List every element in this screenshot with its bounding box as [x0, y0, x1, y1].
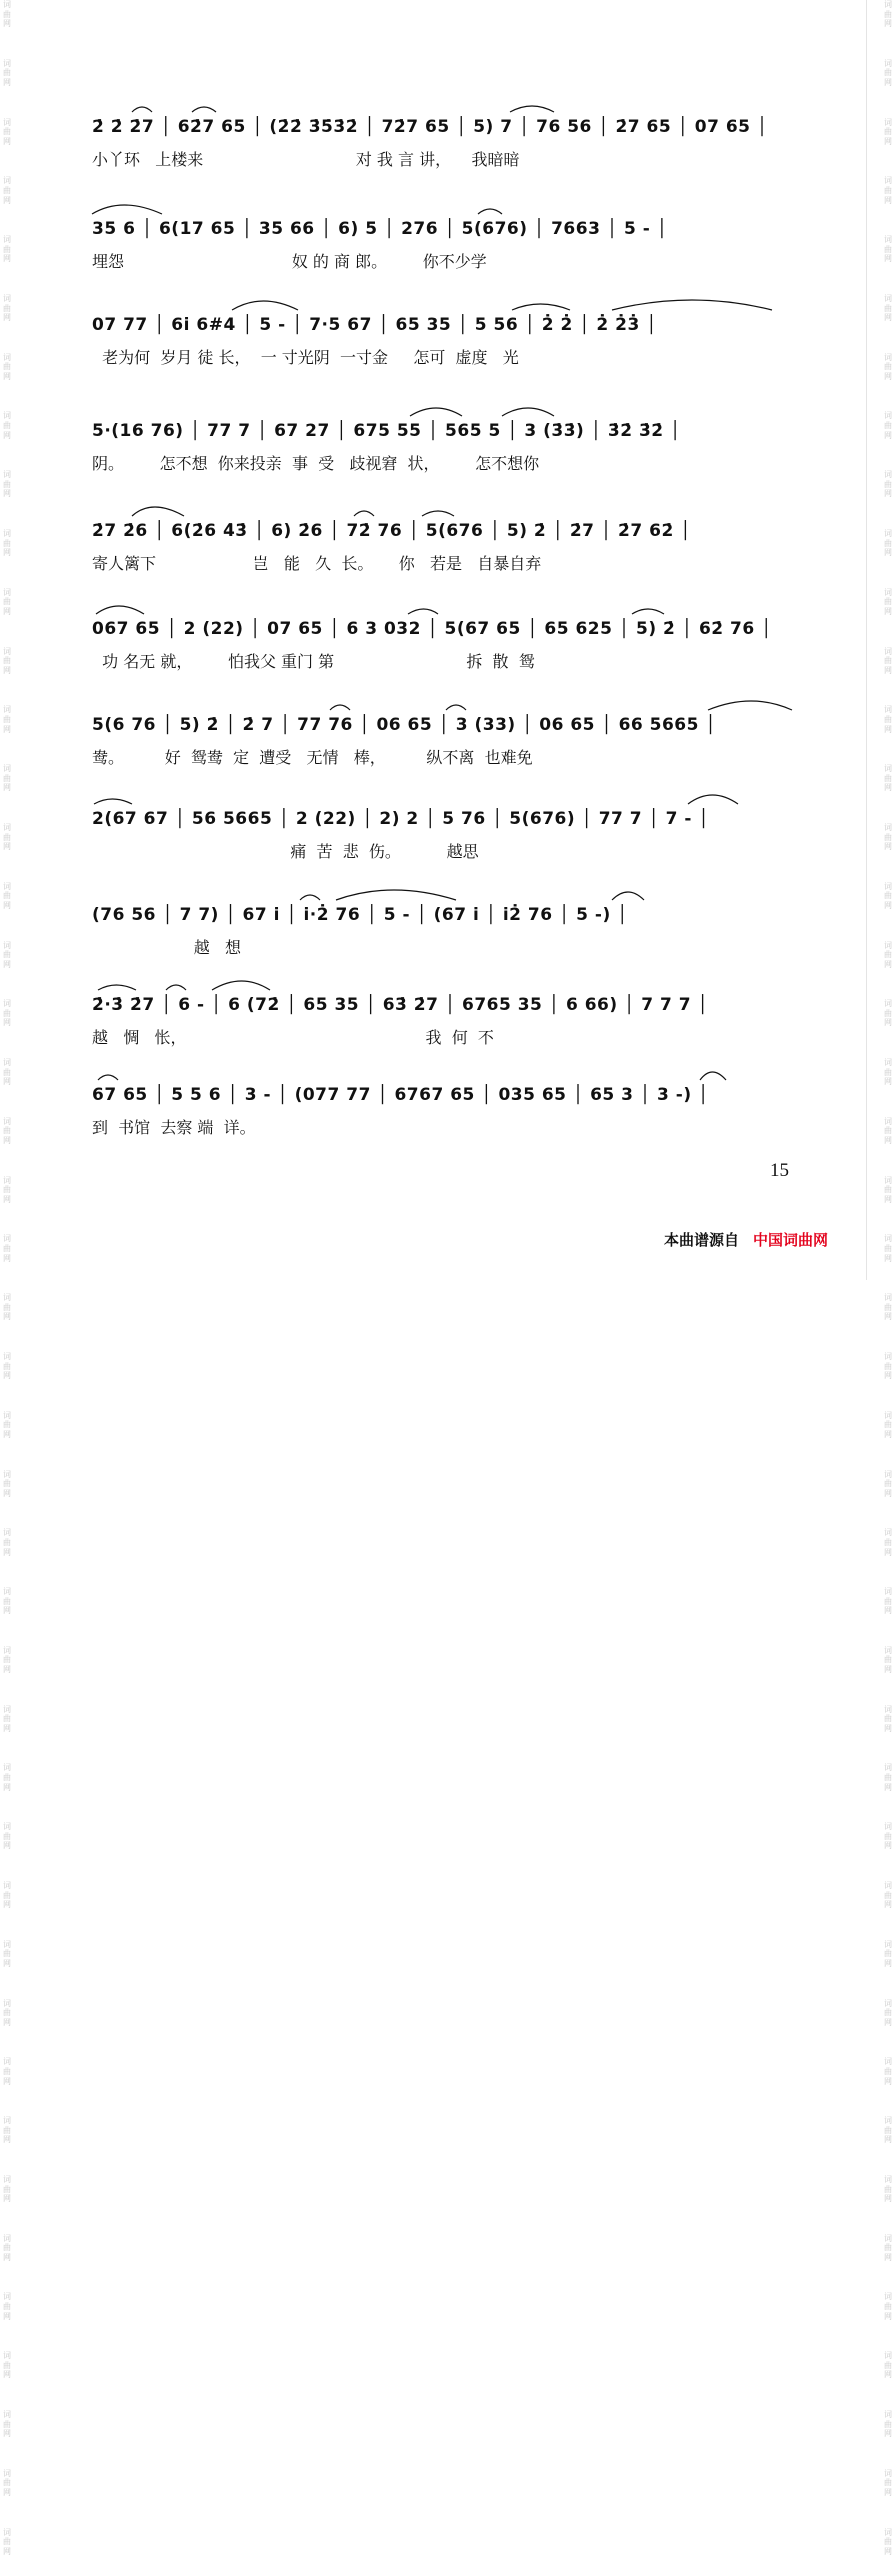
lyrics-line: 功 名无 就， 怕我父 重门 第 拆 散 鸳	[92, 652, 535, 671]
watermark-glyph: 网	[3, 19, 11, 29]
watermark-glyph: 网	[884, 1429, 892, 1439]
watermark-glyph: 网	[3, 77, 11, 87]
watermark-glyph: 词	[3, 1058, 11, 1068]
watermark-glyph: 曲	[884, 185, 892, 195]
watermark-glyph: 曲	[3, 2066, 11, 2076]
watermark-glyph: 曲	[3, 1655, 11, 1665]
watermark-glyph: 网	[3, 959, 11, 969]
watermark-glyph: 曲	[884, 1185, 892, 1195]
watermark-glyph: 词	[3, 822, 11, 832]
watermark-glyph: 曲	[3, 421, 11, 431]
watermark-glyph: 曲	[884, 127, 892, 137]
watermark-glyph: 曲	[884, 950, 892, 960]
watermark-glyph: 网	[884, 2311, 892, 2321]
notation-line: 67 65 │ 5 5 6 │ 3 - │ (077 77 │ 6767 65 │ 035 65 │ 65 3 │ 3 -) │	[92, 1085, 709, 1105]
watermark-glyph: 网	[884, 900, 892, 910]
watermark-glyph: 词	[3, 1704, 11, 1714]
watermark-glyph: 网	[884, 2252, 892, 2262]
watermark-glyph: 网	[884, 1665, 892, 1675]
watermark-glyph: 词	[884, 411, 892, 421]
watermark-glyph: 网	[884, 783, 892, 793]
watermark-glyph: 曲	[3, 1479, 11, 1489]
lyrics-line: 越 惆 怅， 我 何 不	[92, 1028, 494, 1047]
watermark-glyph: 曲	[3, 1537, 11, 1547]
site-link[interactable]: 中国词曲网	[753, 1231, 829, 1249]
watermark-glyph: 网	[3, 1723, 11, 1733]
watermark-glyph: 曲	[884, 1831, 892, 1841]
watermark-glyph: 网	[884, 77, 892, 87]
lyrics-line: 小丫环 上楼来 对 我 言 讲， 我暗暗	[92, 150, 520, 169]
watermark-glyph: 词	[884, 2292, 892, 2302]
watermark-glyph: 曲	[3, 714, 11, 724]
watermark-glyph: 曲	[884, 1479, 892, 1489]
watermark-glyph: 词	[3, 352, 11, 362]
watermark-glyph: 网	[3, 371, 11, 381]
watermark-strip-right	[881, 0, 895, 2556]
watermark-glyph: 词	[3, 2410, 11, 2420]
notation-line: 2̇ 2̇ 2̇7 │ 62̇7 65 │ (2̇2̇ 3̇5̇3̇2̇ │ 72̇7 65 │ 5) 7 │ 76 56 │ 2̇7 65 │ 07 65 │	[92, 117, 768, 137]
watermark-glyph: 曲	[884, 597, 892, 607]
watermark-glyph: 曲	[884, 832, 892, 842]
watermark-strip-left	[0, 0, 14, 2556]
watermark-glyph: 曲	[3, 773, 11, 783]
watermark-glyph: 网	[3, 2546, 11, 2556]
watermark-glyph: 词	[3, 1939, 11, 1949]
watermark-glyph: 曲	[884, 714, 892, 724]
watermark-glyph: 网	[884, 1841, 892, 1851]
margin-rule	[866, 0, 867, 1280]
watermark-glyph: 网	[3, 1371, 11, 1381]
watermark-glyph: 网	[884, 136, 892, 146]
watermark-glyph: 词	[884, 764, 892, 774]
notation-line: 07 77 │ 6i 6#4 │ 5 - │ 7·5 67 │ 65 35 │ 5 56 │ 2̇ 2̇ │ 2̇ 2̇3̇ │	[92, 315, 657, 335]
watermark-glyph: 词	[884, 235, 892, 245]
watermark-glyph: 网	[884, 1782, 892, 1792]
watermark-glyph: 曲	[3, 2125, 11, 2135]
watermark-glyph: 曲	[884, 1302, 892, 1312]
watermark-glyph: 网	[3, 2017, 11, 2027]
watermark-glyph: 曲	[3, 1302, 11, 1312]
watermark-glyph: 网	[884, 1194, 892, 1204]
watermark-glyph: 词	[3, 1293, 11, 1303]
watermark-glyph: 网	[3, 2252, 11, 2262]
watermark-glyph: 曲	[884, 1126, 892, 1136]
watermark-glyph: 网	[3, 1606, 11, 1616]
watermark-glyph: 网	[3, 2429, 11, 2439]
watermark-glyph: 曲	[884, 303, 892, 313]
watermark-glyph: 词	[3, 1587, 11, 1597]
watermark-glyph: 网	[3, 724, 11, 734]
watermark-glyph: 曲	[884, 2478, 892, 2488]
watermark-glyph: 网	[3, 900, 11, 910]
watermark-glyph: 词	[3, 764, 11, 774]
watermark-glyph: 网	[3, 430, 11, 440]
watermark-glyph: 网	[3, 1488, 11, 1498]
watermark-glyph: 网	[884, 19, 892, 29]
watermark-glyph: 词	[3, 1116, 11, 1126]
watermark-glyph: 词	[3, 411, 11, 421]
watermark-glyph: 曲	[884, 656, 892, 666]
watermark-glyph: 词	[884, 2174, 892, 2184]
watermark-glyph: 曲	[884, 2360, 892, 2370]
watermark-glyph: 网	[884, 1253, 892, 1263]
watermark-glyph: 曲	[3, 832, 11, 842]
notation-line: (76 56 │ 7 7) │ 67 i │ i·2̇ 76 │ 5 - │ (67 i │ i2̇ 76 │ 5 -) │	[92, 905, 628, 925]
watermark-glyph: 曲	[3, 538, 11, 548]
watermark-glyph: 网	[3, 1782, 11, 1792]
watermark-glyph: 曲	[884, 891, 892, 901]
watermark-glyph: 词	[884, 940, 892, 950]
watermark-glyph: 词	[884, 1939, 892, 1949]
watermark-glyph: 曲	[3, 656, 11, 666]
watermark-glyph: 曲	[3, 2243, 11, 2253]
watermark-glyph: 词	[3, 2527, 11, 2537]
watermark-glyph: 曲	[884, 2008, 892, 2018]
watermark-glyph: 网	[884, 1488, 892, 1498]
watermark-glyph: 网	[3, 195, 11, 205]
watermark-glyph: 词	[3, 705, 11, 715]
watermark-glyph: 词	[884, 822, 892, 832]
watermark-glyph: 曲	[884, 244, 892, 254]
watermark-glyph: 曲	[884, 2537, 892, 2547]
watermark-glyph: 曲	[884, 9, 892, 19]
watermark-glyph: 网	[3, 1841, 11, 1851]
watermark-glyph: 词	[3, 881, 11, 891]
watermark-glyph: 词	[3, 117, 11, 127]
watermark-glyph: 曲	[884, 2184, 892, 2194]
watermark-glyph: 曲	[3, 2302, 11, 2312]
watermark-glyph: 曲	[3, 1361, 11, 1371]
watermark-glyph: 网	[884, 371, 892, 381]
watermark-glyph: 词	[3, 646, 11, 656]
watermark-glyph: 词	[884, 1351, 892, 1361]
lyrics-line: 鸯。 好 鸳鸯 定 遭受 无情 棒， 纵不离 也难免	[92, 748, 533, 767]
watermark-glyph: 曲	[3, 2360, 11, 2370]
watermark-glyph: 曲	[3, 185, 11, 195]
lyrics-line: 痛 苦 悲 伤。 越思	[92, 842, 479, 861]
watermark-glyph: 词	[884, 2057, 892, 2067]
watermark-glyph: 网	[3, 1136, 11, 1146]
watermark-glyph: 词	[3, 176, 11, 186]
notation-line: 067 65 │ 2 (22) │ 07 65 │ 6 3 032 │ 5(67 65 │ 65 625 │ 5) 2̇ │ 62̇ 76 │	[92, 619, 772, 639]
notation-line: 5·(16 76) │ 77 7 │ 67 27 │ 675 55 │ 565 5 │ 3 (3̇3̇) │ 3̇2̇ 3̇2̇ │	[92, 421, 681, 441]
watermark-glyph: 词	[884, 1881, 892, 1890]
watermark-glyph: 曲	[3, 362, 11, 372]
watermark-glyph: 词	[884, 1587, 892, 1597]
watermark-glyph: 曲	[3, 2419, 11, 2429]
watermark-glyph: 曲	[3, 1185, 11, 1195]
watermark-glyph: 曲	[3, 1126, 11, 1136]
watermark-glyph: 曲	[3, 1008, 11, 1018]
watermark-glyph: 网	[884, 1077, 892, 1087]
notation-line: 2̇·3̇ 2̇7 │ 6 - │ 6 (72̇ │ 65 35 │ 63̇ 2̇7 │ 6765 35 │ 6 66) │ 7 7 7 │	[92, 995, 709, 1015]
watermark-glyph: 曲	[3, 1890, 11, 1900]
watermark-glyph: 词	[3, 1528, 11, 1538]
watermark-glyph: 网	[884, 2076, 892, 2086]
watermark-glyph: 曲	[884, 2243, 892, 2253]
watermark-glyph: 网	[884, 2546, 892, 2556]
watermark-glyph: 网	[3, 842, 11, 852]
lyrics-line: 埋怨 奴 的 商 郎。 你不少学	[92, 252, 487, 271]
watermark-glyph: 网	[3, 665, 11, 675]
watermark-glyph: 网	[3, 1077, 11, 1087]
watermark-glyph: 词	[3, 235, 11, 245]
notation-line: 2̇7 2̇6 │ 6(2̇6 4̇3̇ │ 6) 2̇6 │ 72̇ 76 │ 5(676 │ 5) 2̇ │ 2̇7 │ 2̇7 62̇ │	[92, 521, 691, 541]
watermark-glyph: 词	[3, 1881, 11, 1890]
watermark-glyph: 词	[884, 529, 892, 539]
watermark-glyph: 曲	[884, 1949, 892, 1959]
watermark-glyph: 网	[3, 1018, 11, 1028]
watermark-glyph: 网	[884, 2370, 892, 2380]
watermark-glyph: 曲	[884, 773, 892, 783]
watermark-glyph: 曲	[884, 1067, 892, 1077]
watermark-glyph: 网	[884, 254, 892, 264]
watermark-glyph: 网	[3, 313, 11, 323]
watermark-glyph: 网	[3, 489, 11, 499]
watermark-glyph: 词	[884, 1410, 892, 1420]
watermark-glyph: 网	[884, 2488, 892, 2497]
watermark-glyph: 曲	[884, 2066, 892, 2076]
watermark-glyph: 网	[884, 548, 892, 558]
lyrics-line: 寄人篱下 岂 能 久 长。 你 若是 自暴自弃	[92, 554, 542, 573]
watermark-glyph: 词	[884, 1998, 892, 2008]
watermark-glyph: 词	[3, 293, 11, 303]
watermark-glyph: 曲	[3, 2184, 11, 2194]
watermark-glyph: 网	[3, 1547, 11, 1557]
watermark-glyph: 网	[884, 2017, 892, 2027]
watermark-glyph: 曲	[3, 9, 11, 19]
watermark-glyph: 网	[3, 2194, 11, 2204]
watermark-glyph: 曲	[884, 1420, 892, 1430]
watermark-glyph: 词	[884, 2468, 892, 2478]
lyrics-line: 老为何 岁月 徒 长， 一 寸光阴 一寸金 怎可 虚度 光	[92, 348, 519, 367]
watermark-glyph: 词	[884, 1822, 892, 1832]
watermark-glyph: 词	[3, 1822, 11, 1832]
watermark-glyph: 词	[884, 352, 892, 362]
watermark-glyph: 网	[884, 1136, 892, 1146]
watermark-glyph: 词	[3, 2233, 11, 2243]
watermark-glyph: 词	[884, 58, 892, 68]
watermark-glyph: 词	[3, 58, 11, 68]
watermark-glyph: 曲	[3, 1596, 11, 1606]
watermark-glyph: 词	[3, 1234, 11, 1244]
watermark-glyph: 曲	[884, 421, 892, 431]
watermark-glyph: 词	[3, 1645, 11, 1655]
watermark-glyph: 网	[884, 430, 892, 440]
watermark-glyph: 网	[3, 136, 11, 146]
watermark-glyph: 词	[3, 2116, 11, 2126]
watermark-glyph: 词	[884, 587, 892, 597]
source-footer	[664, 1229, 828, 1250]
watermark-glyph: 网	[884, 1547, 892, 1557]
watermark-glyph: 网	[884, 724, 892, 734]
watermark-glyph: 网	[884, 313, 892, 323]
watermark-glyph: 曲	[3, 1067, 11, 1077]
watermark-glyph: 词	[3, 529, 11, 539]
watermark-glyph: 曲	[884, 1714, 892, 1724]
watermark-glyph: 曲	[3, 1714, 11, 1724]
watermark-glyph: 词	[884, 2351, 892, 2361]
watermark-glyph: 词	[884, 1293, 892, 1303]
watermark-glyph: 词	[3, 1410, 11, 1420]
watermark-glyph: 词	[884, 470, 892, 480]
watermark-glyph: 网	[884, 959, 892, 969]
watermark-glyph: 词	[3, 2292, 11, 2302]
watermark-glyph: 网	[884, 842, 892, 852]
watermark-glyph: 词	[3, 587, 11, 597]
watermark-glyph: 曲	[884, 479, 892, 489]
watermark-glyph: 网	[884, 1606, 892, 1616]
watermark-glyph: 网	[3, 2135, 11, 2145]
watermark-glyph: 曲	[3, 1244, 11, 1253]
watermark-glyph: 曲	[884, 68, 892, 78]
watermark-glyph: 词	[884, 1528, 892, 1538]
watermark-glyph: 网	[884, 1958, 892, 1968]
watermark-glyph: 曲	[884, 1361, 892, 1371]
watermark-glyph: 词	[884, 705, 892, 715]
watermark-glyph: 词	[3, 2468, 11, 2478]
watermark-glyph: 网	[884, 1018, 892, 1028]
watermark-glyph: 词	[884, 1469, 892, 1479]
lyrics-line: 到 书馆 去察 端 详。	[92, 1118, 256, 1137]
watermark-glyph: 网	[884, 2135, 892, 2145]
watermark-glyph: 词	[884, 2527, 892, 2537]
watermark-glyph: 曲	[884, 2302, 892, 2312]
watermark-glyph: 曲	[884, 1244, 892, 1253]
watermark-glyph: 词	[3, 999, 11, 1009]
watermark-glyph: 曲	[3, 2537, 11, 2547]
notation-line: 2(67 67 │ 56 5665 │ 2 (22) │ 2) 2 │ 5 76 │ 5(676) │ 77 7 │ 7 - │	[92, 809, 710, 829]
watermark-glyph: 网	[3, 1958, 11, 1968]
watermark-glyph: 曲	[884, 1008, 892, 1018]
watermark-glyph: 词	[884, 999, 892, 1009]
watermark-glyph: 网	[3, 2311, 11, 2321]
watermark-glyph: 曲	[3, 127, 11, 137]
watermark-glyph: 词	[3, 940, 11, 950]
watermark-glyph: 曲	[3, 303, 11, 313]
watermark-glyph: 曲	[884, 1890, 892, 1900]
watermark-glyph: 网	[884, 489, 892, 499]
watermark-glyph: 词	[3, 1763, 11, 1773]
watermark-glyph: 词	[3, 470, 11, 480]
watermark-glyph: 网	[3, 1665, 11, 1675]
watermark-glyph: 网	[884, 1900, 892, 1910]
watermark-glyph: 曲	[3, 479, 11, 489]
watermark-glyph: 曲	[884, 1773, 892, 1783]
watermark-glyph: 词	[3, 1351, 11, 1361]
watermark-glyph: 曲	[884, 1655, 892, 1665]
watermark-glyph: 词	[3, 1175, 11, 1185]
watermark-glyph: 词	[3, 2174, 11, 2184]
watermark-glyph: 词	[884, 1175, 892, 1185]
notation-line: 5(6 76 │ 5) 2̇ │ 2̇ 7 │ 77 76 │ 06 65 │ 3 (33) │ 06 65 │ 66 5665 │	[92, 715, 717, 735]
watermark-glyph: 曲	[884, 1596, 892, 1606]
watermark-glyph: 词	[3, 1998, 11, 2008]
watermark-glyph: 网	[3, 2488, 11, 2497]
watermark-glyph: 曲	[3, 1420, 11, 1430]
watermark-glyph: 网	[3, 783, 11, 793]
watermark-glyph: 网	[3, 2370, 11, 2380]
watermark-glyph: 网	[3, 1429, 11, 1439]
watermark-glyph: 词	[884, 1058, 892, 1068]
watermark-glyph: 网	[884, 2194, 892, 2204]
watermark-glyph: 曲	[3, 2478, 11, 2488]
watermark-glyph: 曲	[3, 244, 11, 254]
watermark-glyph: 网	[884, 195, 892, 205]
watermark-glyph: 曲	[3, 68, 11, 78]
watermark-glyph: 词	[884, 646, 892, 656]
page-number: 15	[770, 1160, 789, 1181]
watermark-glyph: 网	[3, 1900, 11, 1910]
source-label: 本曲谱源自	[664, 1231, 740, 1249]
watermark-glyph: 词	[884, 117, 892, 127]
notation-line: 35 6 │ 6(17 65 │ 35 66 │ 6) 5 │ 276 │ 5(676) │ 7663 │ 5 - │	[92, 219, 668, 239]
watermark-glyph: 曲	[3, 950, 11, 960]
watermark-glyph: 网	[884, 1723, 892, 1733]
watermark-glyph: 词	[884, 2233, 892, 2243]
watermark-glyph: 网	[884, 2429, 892, 2439]
watermark-glyph: 词	[3, 2351, 11, 2361]
watermark-glyph: 网	[3, 548, 11, 558]
watermark-glyph: 曲	[3, 891, 11, 901]
watermark-glyph: 曲	[3, 1831, 11, 1841]
watermark-glyph: 网	[3, 1312, 11, 1322]
watermark-glyph: 词	[884, 176, 892, 186]
watermark-glyph: 词	[884, 1704, 892, 1714]
watermark-glyph: 曲	[884, 2419, 892, 2429]
watermark-glyph: 词	[3, 0, 11, 9]
watermark-glyph: 词	[884, 1645, 892, 1655]
watermark-glyph: 曲	[3, 1949, 11, 1959]
watermark-glyph: 曲	[884, 538, 892, 548]
watermark-glyph: 词	[884, 1234, 892, 1244]
watermark-glyph: 网	[3, 607, 11, 616]
watermark-glyph: 词	[884, 2116, 892, 2126]
watermark-glyph: 网	[3, 1194, 11, 1204]
watermark-glyph: 词	[884, 1763, 892, 1773]
watermark-glyph: 网	[3, 1253, 11, 1263]
watermark-glyph: 网	[884, 1371, 892, 1381]
lyrics-line: 越 想	[92, 938, 241, 957]
watermark-glyph: 词	[3, 2057, 11, 2067]
watermark-glyph: 曲	[884, 1537, 892, 1547]
watermark-glyph: 曲	[884, 2125, 892, 2135]
watermark-glyph: 词	[3, 1469, 11, 1479]
watermark-glyph: 网	[884, 607, 892, 616]
watermark-glyph: 网	[884, 1312, 892, 1322]
watermark-glyph: 网	[884, 665, 892, 675]
watermark-glyph: 曲	[3, 2008, 11, 2018]
watermark-glyph: 词	[884, 293, 892, 303]
lyrics-line: 阴。 怎不想 你来投亲 事 受 歧视窘 状， 怎不想你	[92, 454, 540, 473]
watermark-glyph: 词	[884, 2410, 892, 2420]
watermark-glyph: 曲	[884, 362, 892, 372]
watermark-glyph: 网	[3, 2076, 11, 2086]
watermark-glyph: 词	[884, 881, 892, 891]
watermark-glyph: 曲	[3, 597, 11, 607]
watermark-glyph: 曲	[3, 1773, 11, 1783]
watermark-glyph: 词	[884, 1116, 892, 1126]
watermark-glyph: 词	[884, 0, 892, 9]
watermark-glyph: 网	[3, 254, 11, 264]
